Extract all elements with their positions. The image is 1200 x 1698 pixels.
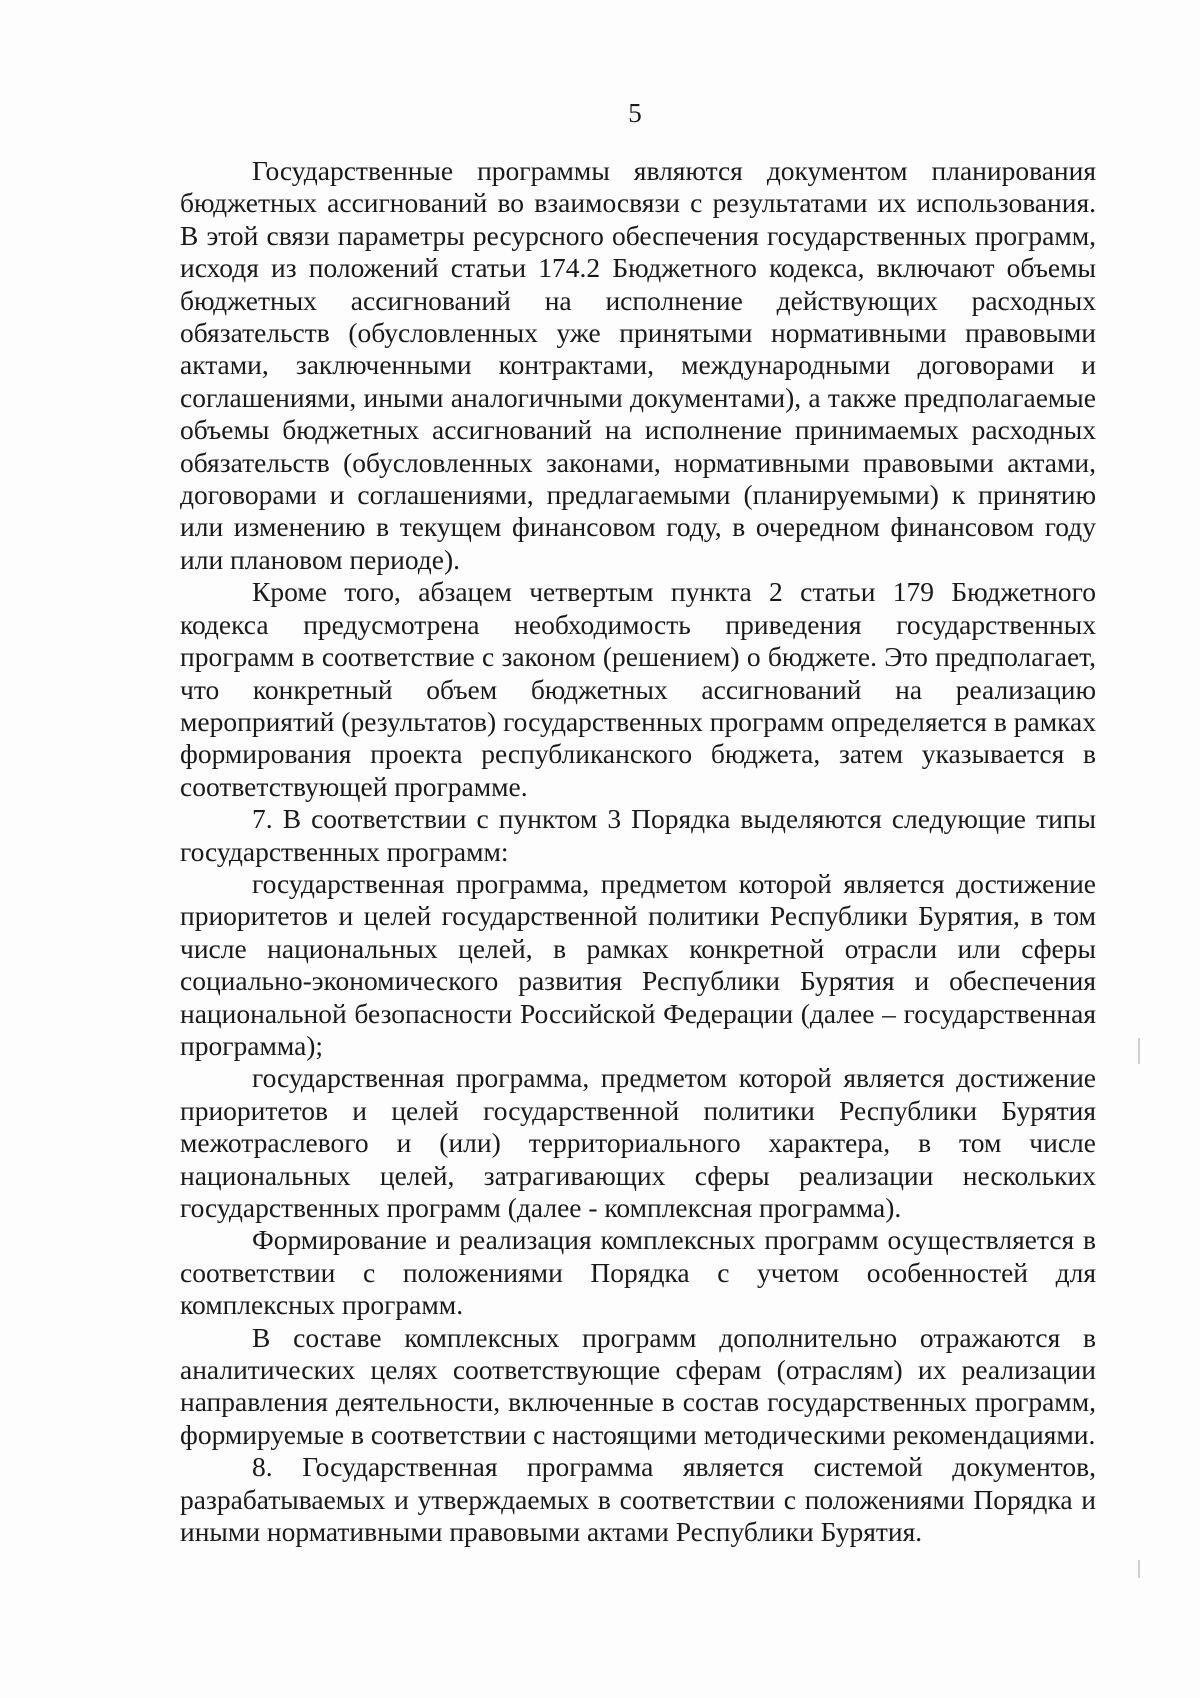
- paragraph-complex-program-formation: Формирование и реализация комплексных программ осуществляется в соответствии с положениями Порядка с учетом особенностей для комплексных программ.: [180, 1224, 1096, 1321]
- document-body: [180, 155, 1096, 1548]
- scan-edge-mark: [1138, 1560, 1140, 1578]
- paragraph-program-document-system: 8. Государственная программа является системой документов, разрабатываемых и утверждаемых в соответствии с положениями Порядка и иными нормативными правовыми актами Республики Бурятия.: [180, 1451, 1096, 1548]
- paragraph-complex-program-composition: В составе комплексных программ дополнительно отражаются в аналитических целях соответствующие сферам (отраслям) их реализации направления деятельности, включенные в состав государственных программ, формируемые в соответствии с настоящими методическими рекомендациями.: [180, 1321, 1096, 1450]
- paragraph-program-types: 7. В соответствии с пунктом 3 Порядка выделяются следующие типы государственных программ:: [180, 803, 1096, 867]
- page-number: 5: [628, 98, 642, 128]
- paragraph-complex-program-definition: государственная программа, предметом которой является достижение приоритетов и целей государственной политики Республики Бурятия межотраслевого и (или) территориального характера, в том числе национальных целей, затрагивающих сферы реализации нескольких государственных программ (далее - комплексная программа).: [180, 1062, 1096, 1223]
- scan-edge-mark: [1138, 1038, 1140, 1064]
- paragraph-budget-code-article-179: Кроме того, абзацем четвертым пункта 2 статьи 179 Бюджетного кодекса предусмотрена необходимость приведения государственных программ в соответствие с законом (решением) о бюджете. Это предполагает, что конкретный объем бюджетных ассигнований на реализацию мероприятий (результатов) государственных программ определяется в рамках формирования проекта республиканского бюджета, затем указывается в соответствующей программе.: [180, 576, 1096, 802]
- paragraph-program-budget-planning: Государственные программы являются документом планирования бюджетных ассигнований во взаимосвязи с результатами их использования. В этой связи параметры ресурсного обеспечения государственных программ, исходя из положений статьи 174.2 Бюджетного кодекса, включают объемы бюджетных ассигнований на исполнение действующих расходных обязательств (обусловленных уже принятыми нормативными правовыми актами, заключенными контрактами, международными договорами и соглашениями, иными аналогичными документами), а также предполагаемые объемы бюджетных ассигнований на исполнение принимаемых расходных обязательств (обусловленных законами, нормативными правовыми актами, договорами и соглашениями, предлагаемыми (планируемыми) к принятию или изменению в текущем финансовом году, в очередном финансовом году или плановом периоде).: [180, 155, 1096, 575]
- paragraph-state-program-definition: государственная программа, предметом которой является достижение приоритетов и целей государственной политики Республики Бурятия, в том числе национальных целей, в рамках конкретной отрасли или сферы социально-экономического развития Республики Бурятия и обеспечения национальной безопасности Российской Федерации (далее – государственная программа);: [180, 867, 1096, 1061]
